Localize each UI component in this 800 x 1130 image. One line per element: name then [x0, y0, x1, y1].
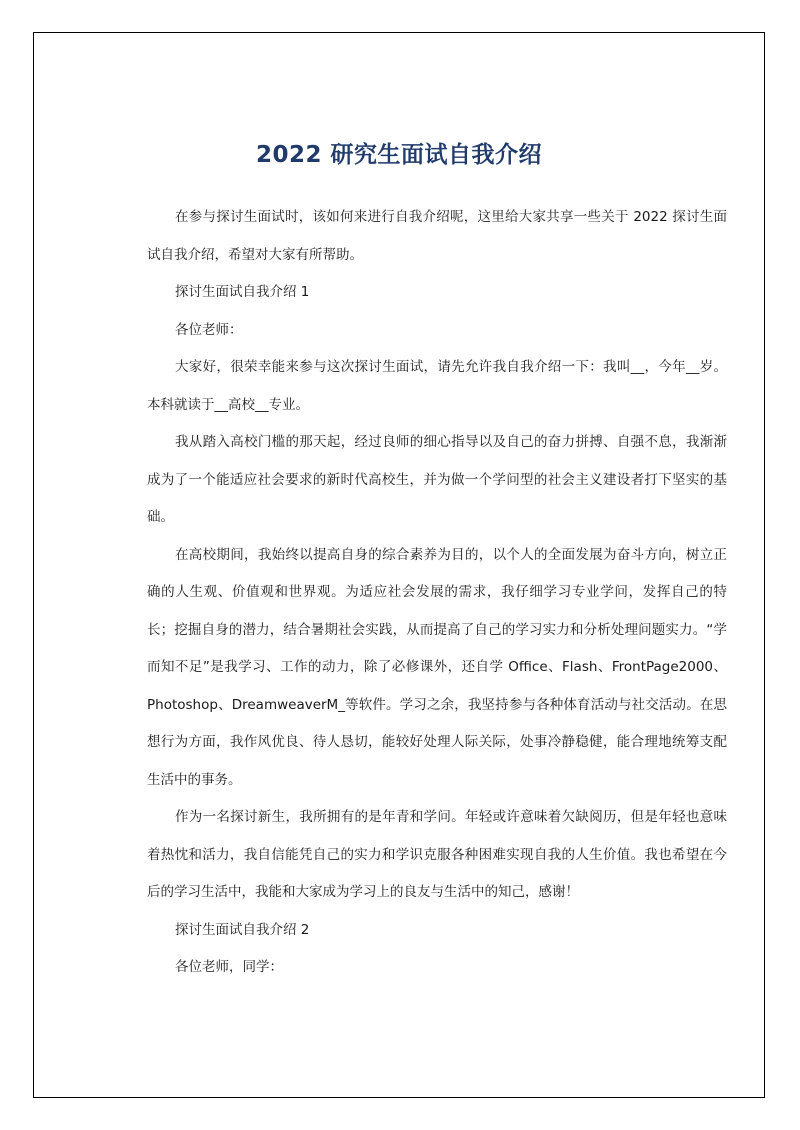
paragraph-1: 大家好，很荣幸能来参与这次探讨生面试，请先允许我自我介绍一下：我叫__，今年__岁。本科就读于__高校__专业。 — [147, 359, 727, 413]
intro-paragraph: 在参与探讨生面试时，该如何来进行自我介绍呢，这里给大家共享一些关于 2022 探讨生面试自我介绍，希望对大家有所帮助。 — [147, 209, 727, 263]
document-title: 2022 研究生面试自我介绍 — [255, 142, 543, 168]
section-heading-1: 探讨生面试自我介绍 1 — [175, 284, 310, 300]
paragraph-4: 作为一名探讨新生，我所拥有的是年青和学问。年轻或许意味着欠缺阅历，但是年轻也意味着热忱和活力，我自信能凭自己的实力和学识克服各种困难实现自我的人生价值。我也希望在今后的学习生活中，我能和大家成为学习上的良友与生活中的知己，感谢！ — [147, 809, 727, 900]
paragraph-2: 我从踏入高校门槛的那天起，经过良师的细心指导以及自己的奋力拼搏、自强不息，我渐渐成为了一个能适应社会要求的新时代高校生，并为做一个学问型的社会主义建设者打下坚实的基础。 — [147, 434, 727, 525]
paragraph-3: 在高校期间，我始终以提高自身的综合素养为目的，以个人的全面发展为奋斗方向，树立正确的人生观、价值观和世界观。为适应社会发展的需求，我仔细学习专业学问，发挥自己的特长；挖掘自身的潜力，结合暑期社会实践，从而提高了自己的学习实力和分析处理问题实力。“学而知不足”是我学习、工作的动力，除了必修课外，还自学 Office、Flash、FrontPage2000、Photoshop、DreamweaverM_等软件。学习之余，我坚持参与各种体育活动与社交活动。在思想行为方面，我作风优良、待人恳切，能较好处理人际关际，处事冷静稳健，能合理地统筹支配生活中的事务。 — [147, 546, 727, 788]
greeting-1: 各位老师： — [175, 321, 243, 338]
document-body — [147, 199, 727, 987]
greeting-2: 各位老师，同学： — [175, 959, 283, 975]
document-page — [33, 32, 765, 1098]
section-heading-2: 探讨生面试自我介绍 2 — [175, 921, 310, 938]
